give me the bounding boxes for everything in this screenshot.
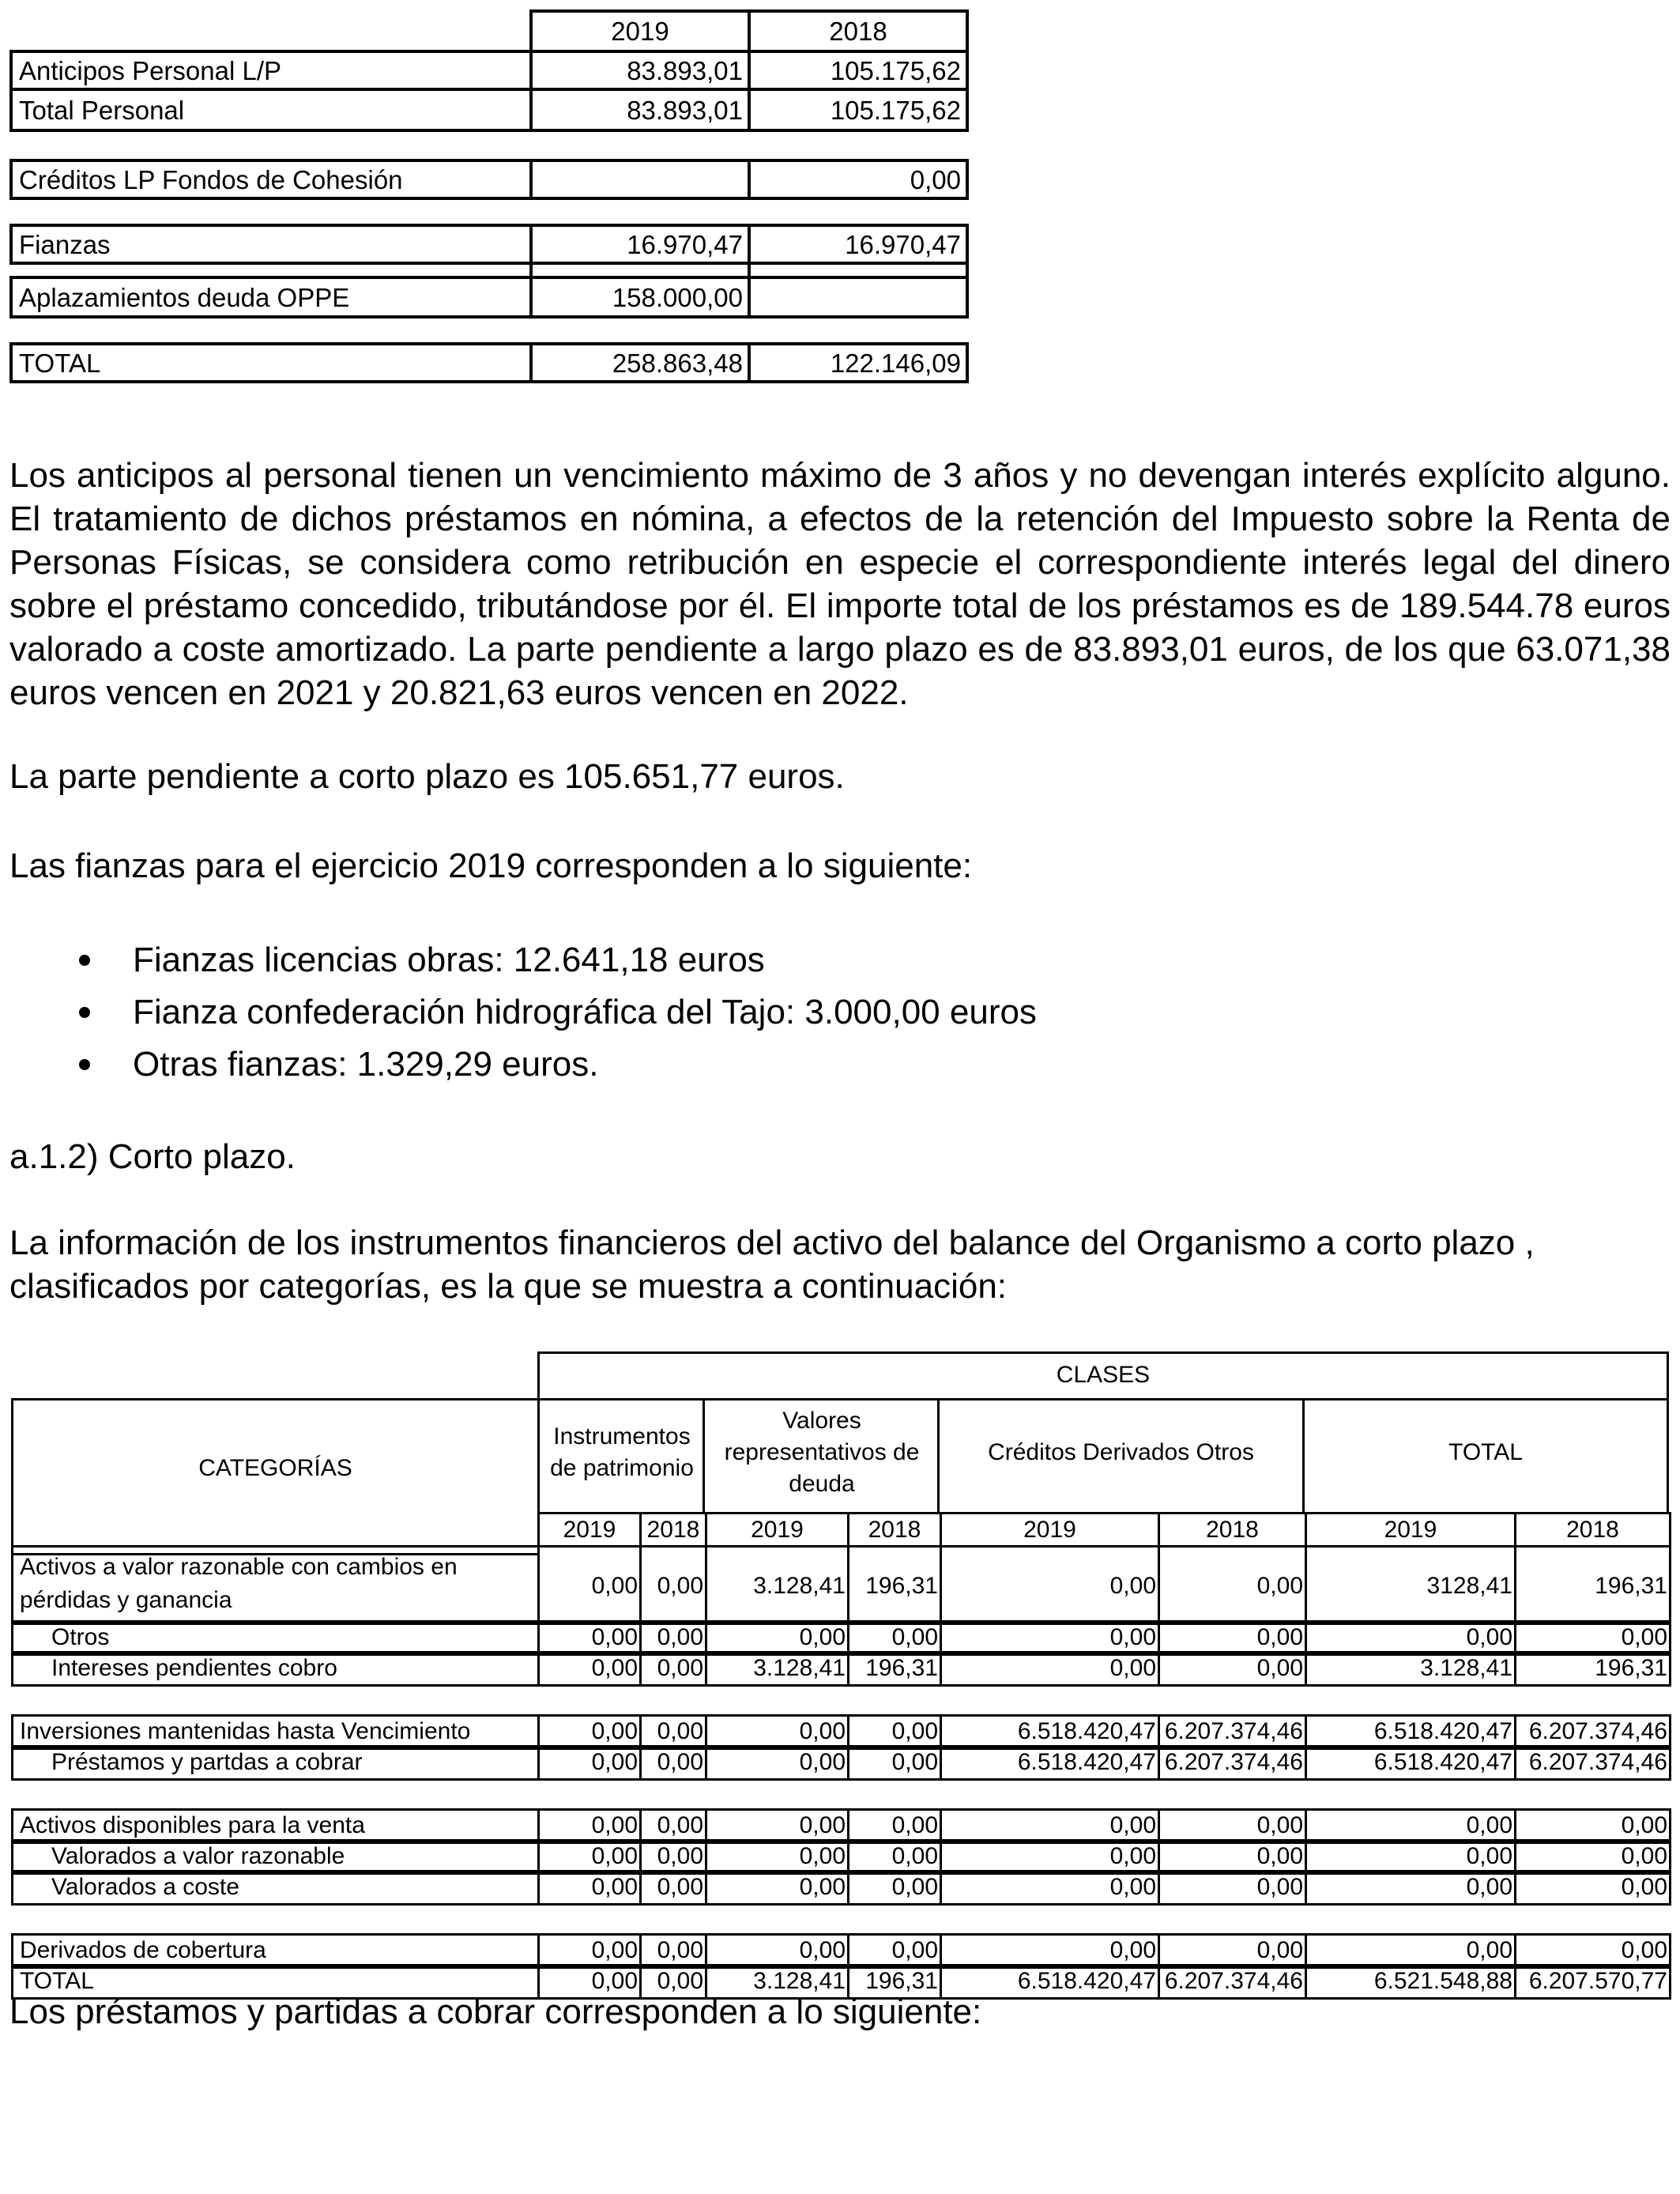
cell-value: 0,00	[799, 1812, 846, 1838]
fianzas-list	[9, 934, 1037, 1091]
cell-value: 3128,41	[1426, 1573, 1512, 1599]
cell-value: 0,00	[1109, 1812, 1156, 1838]
row-label: Préstamos y partdas a cobrar	[51, 1749, 363, 1775]
cell-value: 6.207.374,46	[1528, 1749, 1667, 1775]
table-row	[9, 50, 969, 91]
cell-value: 0,00	[891, 1937, 938, 1963]
cell-value: 0,00	[1256, 1843, 1303, 1869]
cell-value: 0,00	[891, 1624, 938, 1650]
group-header: Instrumentos de patrimonio	[550, 1423, 694, 1481]
cell-value: 0,00	[1256, 1624, 1303, 1650]
cell-value: 0,00	[591, 1937, 638, 1963]
group-header: TOTAL	[1448, 1439, 1523, 1465]
cell-value: 258.863,48	[529, 342, 751, 383]
group-header: Valores representativos de deuda	[724, 1408, 920, 1497]
cell-value: 83.893,01	[529, 88, 751, 132]
cell-value: 16.970,47	[529, 224, 751, 265]
cell-value: 0,00	[891, 1874, 938, 1900]
cell-value: 6.518.420,47	[1017, 1749, 1156, 1775]
cell-value: 0,00	[1621, 1874, 1667, 1900]
list-item: Otras fianzas: 1.329,29 euros.	[9, 1039, 1037, 1091]
cell-value: 0,00	[1256, 1655, 1303, 1681]
row-label: Anticipos Personal L/P	[9, 50, 533, 91]
cell-value: 0,00	[657, 1624, 703, 1650]
cell-value: 0,00	[1621, 1843, 1667, 1869]
info-paragraph: La información de los instrumentos financieros del activo del balance del Organismo a corto plazo , clasificados por categorías, es la que se muestra a continuación:	[9, 1223, 1535, 1306]
row-label: Fianzas	[9, 224, 533, 265]
fianzas-intro: Las fianzas para el ejercicio 2019 corresponden a lo siguiente:	[9, 846, 973, 885]
cell-value: 0,00	[657, 1718, 703, 1744]
cell-value: 0,00	[657, 1573, 703, 1599]
cell-value	[529, 159, 751, 200]
cell-value: 0,00	[1256, 1573, 1303, 1599]
row-label: Valorados a coste	[51, 1874, 239, 1900]
section-heading: a.1.2) Corto plazo.	[9, 1137, 296, 1176]
year-subheader: 2018	[847, 1512, 942, 1547]
cell-value: 6.207.374,46	[1164, 1968, 1303, 1994]
row-label: Activos a valor razonable con cambios en pérdidas y ganancia	[20, 1554, 458, 1613]
cell-value: 6.518.420,47	[1373, 1749, 1512, 1775]
bullet-icon	[79, 1059, 90, 1070]
year-subheader: 2019	[705, 1512, 849, 1547]
row-label: Otros	[51, 1624, 110, 1650]
cell-value: 6.207.570,77	[1528, 1968, 1667, 1994]
cell-value: 0,00	[591, 1718, 638, 1744]
cell-value: 0,00	[1621, 1624, 1667, 1650]
cell-value: 0,00	[799, 1749, 846, 1775]
cell-value: 105.175,62	[748, 88, 969, 132]
cell-value: 0,00	[1256, 1812, 1303, 1838]
cell-value: 0,00	[591, 1843, 638, 1869]
cell-value: 6.207.374,46	[1164, 1718, 1303, 1744]
short-term-instruments-table	[11, 1351, 1669, 1994]
table-row	[9, 224, 969, 265]
row-label: Valorados a valor razonable	[51, 1843, 345, 1869]
cell-value: 83.893,01	[529, 50, 751, 91]
row-label: Activos disponibles para la venta	[20, 1812, 365, 1838]
cell-value: 196,31	[865, 1655, 938, 1681]
cell-value: 122.146,09	[748, 342, 969, 383]
row-label: TOTAL	[20, 1968, 94, 1994]
bullet-icon	[79, 1007, 90, 1018]
corto-plazo-paragraph: La parte pendiente a corto plazo es 105.651,77 euros.	[9, 757, 845, 796]
list-item: Fianza confederación hidrográfica del Tajo: 3.000,00 euros	[9, 986, 1037, 1039]
row-label: Créditos LP Fondos de Cohesión	[9, 159, 533, 200]
cell-value: 0,00	[591, 1812, 638, 1838]
year-subheader: 2019	[940, 1512, 1160, 1547]
row-label: TOTAL	[9, 342, 533, 383]
cell-value: 0,00	[1621, 1937, 1667, 1963]
cell-value: 0,00	[1466, 1937, 1512, 1963]
cell-value: 0,00	[657, 1812, 703, 1838]
cell-value: 6.207.374,46	[1164, 1749, 1303, 1775]
cell-value: 3.128,41	[753, 1655, 846, 1681]
cell-value: 0,00	[748, 159, 969, 200]
year-subheader: 2018	[1514, 1512, 1671, 1547]
cell-value: 0,00	[1109, 1843, 1156, 1869]
cell-value: 0,00	[799, 1874, 846, 1900]
cell-value: 0,00	[591, 1573, 638, 1599]
cell-value: 6.518.420,47	[1017, 1968, 1156, 1994]
cell-value: 6.521.548,88	[1373, 1968, 1512, 1994]
cell-value: 0,00	[591, 1655, 638, 1681]
cell-value: 0,00	[891, 1812, 938, 1838]
table-header-row	[9, 9, 969, 53]
group-header: Créditos Derivados Otros	[988, 1439, 1254, 1465]
cell-value: 0,00	[591, 1624, 638, 1650]
cell-value: 0,00	[799, 1843, 846, 1869]
year-subheader: 2019	[1305, 1512, 1516, 1547]
cell-value: 3.128,41	[1420, 1655, 1512, 1681]
cell-value: 196,31	[1595, 1573, 1667, 1599]
cell-value: 0,00	[799, 1624, 846, 1650]
row-label: Intereses pendientes cobro	[51, 1655, 337, 1681]
year-header: 2019	[529, 9, 751, 53]
cell-value: 0,00	[891, 1749, 938, 1775]
cell-value: 0,00	[1109, 1573, 1156, 1599]
cell-value: 0,00	[799, 1718, 846, 1744]
row-label: Derivados de cobertura	[20, 1937, 266, 1963]
cell-value: 6.518.420,47	[1373, 1718, 1512, 1744]
categorias-header: CATEGORÍAS	[198, 1455, 352, 1481]
cell-value: 0,00	[657, 1937, 703, 1963]
year-subheader: 2018	[639, 1512, 707, 1547]
cell-value: 0,00	[1466, 1843, 1512, 1869]
cell-value: 0,00	[1466, 1624, 1512, 1650]
closing-paragraph: Los préstamos y partidas a cobrar corresponden a lo siguiente:	[9, 1992, 982, 2031]
cell-value: 3.128,41	[753, 1968, 846, 1994]
anticipos-paragraph: Los anticipos al personal tienen un vencimiento máximo de 3 años y no devengan interés explícito alguno. El tratamiento de dichos préstamos en nómina, a efectos de la retención del Impuesto sobre la Renta de Personas Físicas, se considera como retribución en especie el correspondiente interés legal del dinero sobre el préstamo concedido, tributándose por él. El importe total de los préstamos es de 189.544.78 euros valorado a coste amortizado. La parte pendiente a largo plazo es de 83.893,01 euros, de los que 63.071,38 euros vencen en 2021 y 20.821,63 euros vencen en 2022.	[9, 456, 1671, 712]
cell-value: 0,00	[891, 1843, 938, 1869]
table-row	[9, 342, 969, 383]
year-subheader: 2018	[1158, 1512, 1307, 1547]
table-row	[9, 276, 969, 319]
cell-value: 0,00	[1466, 1812, 1512, 1838]
cell-value: 0,00	[591, 1968, 638, 1994]
cell-value: 0,00	[657, 1655, 703, 1681]
cell-value: 16.970,47	[748, 224, 969, 265]
cell-value: 6.518.420,47	[1017, 1718, 1156, 1744]
cell-value: 0,00	[657, 1874, 703, 1900]
cell-value: 196,31	[865, 1573, 938, 1599]
cell-value: 3.128,41	[753, 1573, 846, 1599]
table-row	[9, 88, 969, 132]
cell-value: 0,00	[1109, 1655, 1156, 1681]
personal-loans-table	[9, 9, 969, 383]
bullet-icon	[79, 955, 90, 966]
row-label: Aplazamientos deuda OPPE	[9, 276, 533, 319]
cell-value: 0,00	[1256, 1937, 1303, 1963]
cell-value	[748, 276, 969, 319]
cell-value: 196,31	[865, 1968, 938, 1994]
cell-value: 0,00	[891, 1718, 938, 1744]
cell-value: 0,00	[657, 1843, 703, 1869]
clases-header: CLASES	[1056, 1362, 1151, 1388]
cell-value: 0,00	[657, 1968, 703, 1994]
cell-value: 0,00	[1109, 1624, 1156, 1650]
table-row	[9, 159, 969, 200]
cell-value: 0,00	[1109, 1937, 1156, 1963]
year-subheader: 2019	[537, 1512, 642, 1547]
cell-value: 0,00	[657, 1749, 703, 1775]
list-item: Fianzas licencias obras: 12.641,18 euros	[9, 934, 1037, 986]
cell-value: 0,00	[1109, 1874, 1156, 1900]
cell-value: 196,31	[1595, 1655, 1667, 1681]
cell-value: 6.207.374,46	[1528, 1718, 1667, 1744]
cell-value: 0,00	[1256, 1874, 1303, 1900]
cell-value: 0,00	[799, 1937, 846, 1963]
cell-value: 0,00	[1621, 1812, 1667, 1838]
cell-value: 0,00	[1466, 1874, 1512, 1900]
row-label: Total Personal	[9, 88, 533, 132]
cell-value: 158.000,00	[529, 276, 751, 319]
year-header: 2018	[748, 9, 969, 53]
cell-value: 0,00	[591, 1749, 638, 1775]
row-label: Inversiones mantenidas hasta Vencimiento	[20, 1718, 471, 1744]
cell-value: 105.175,62	[748, 50, 969, 91]
cell-value: 0,00	[591, 1874, 638, 1900]
